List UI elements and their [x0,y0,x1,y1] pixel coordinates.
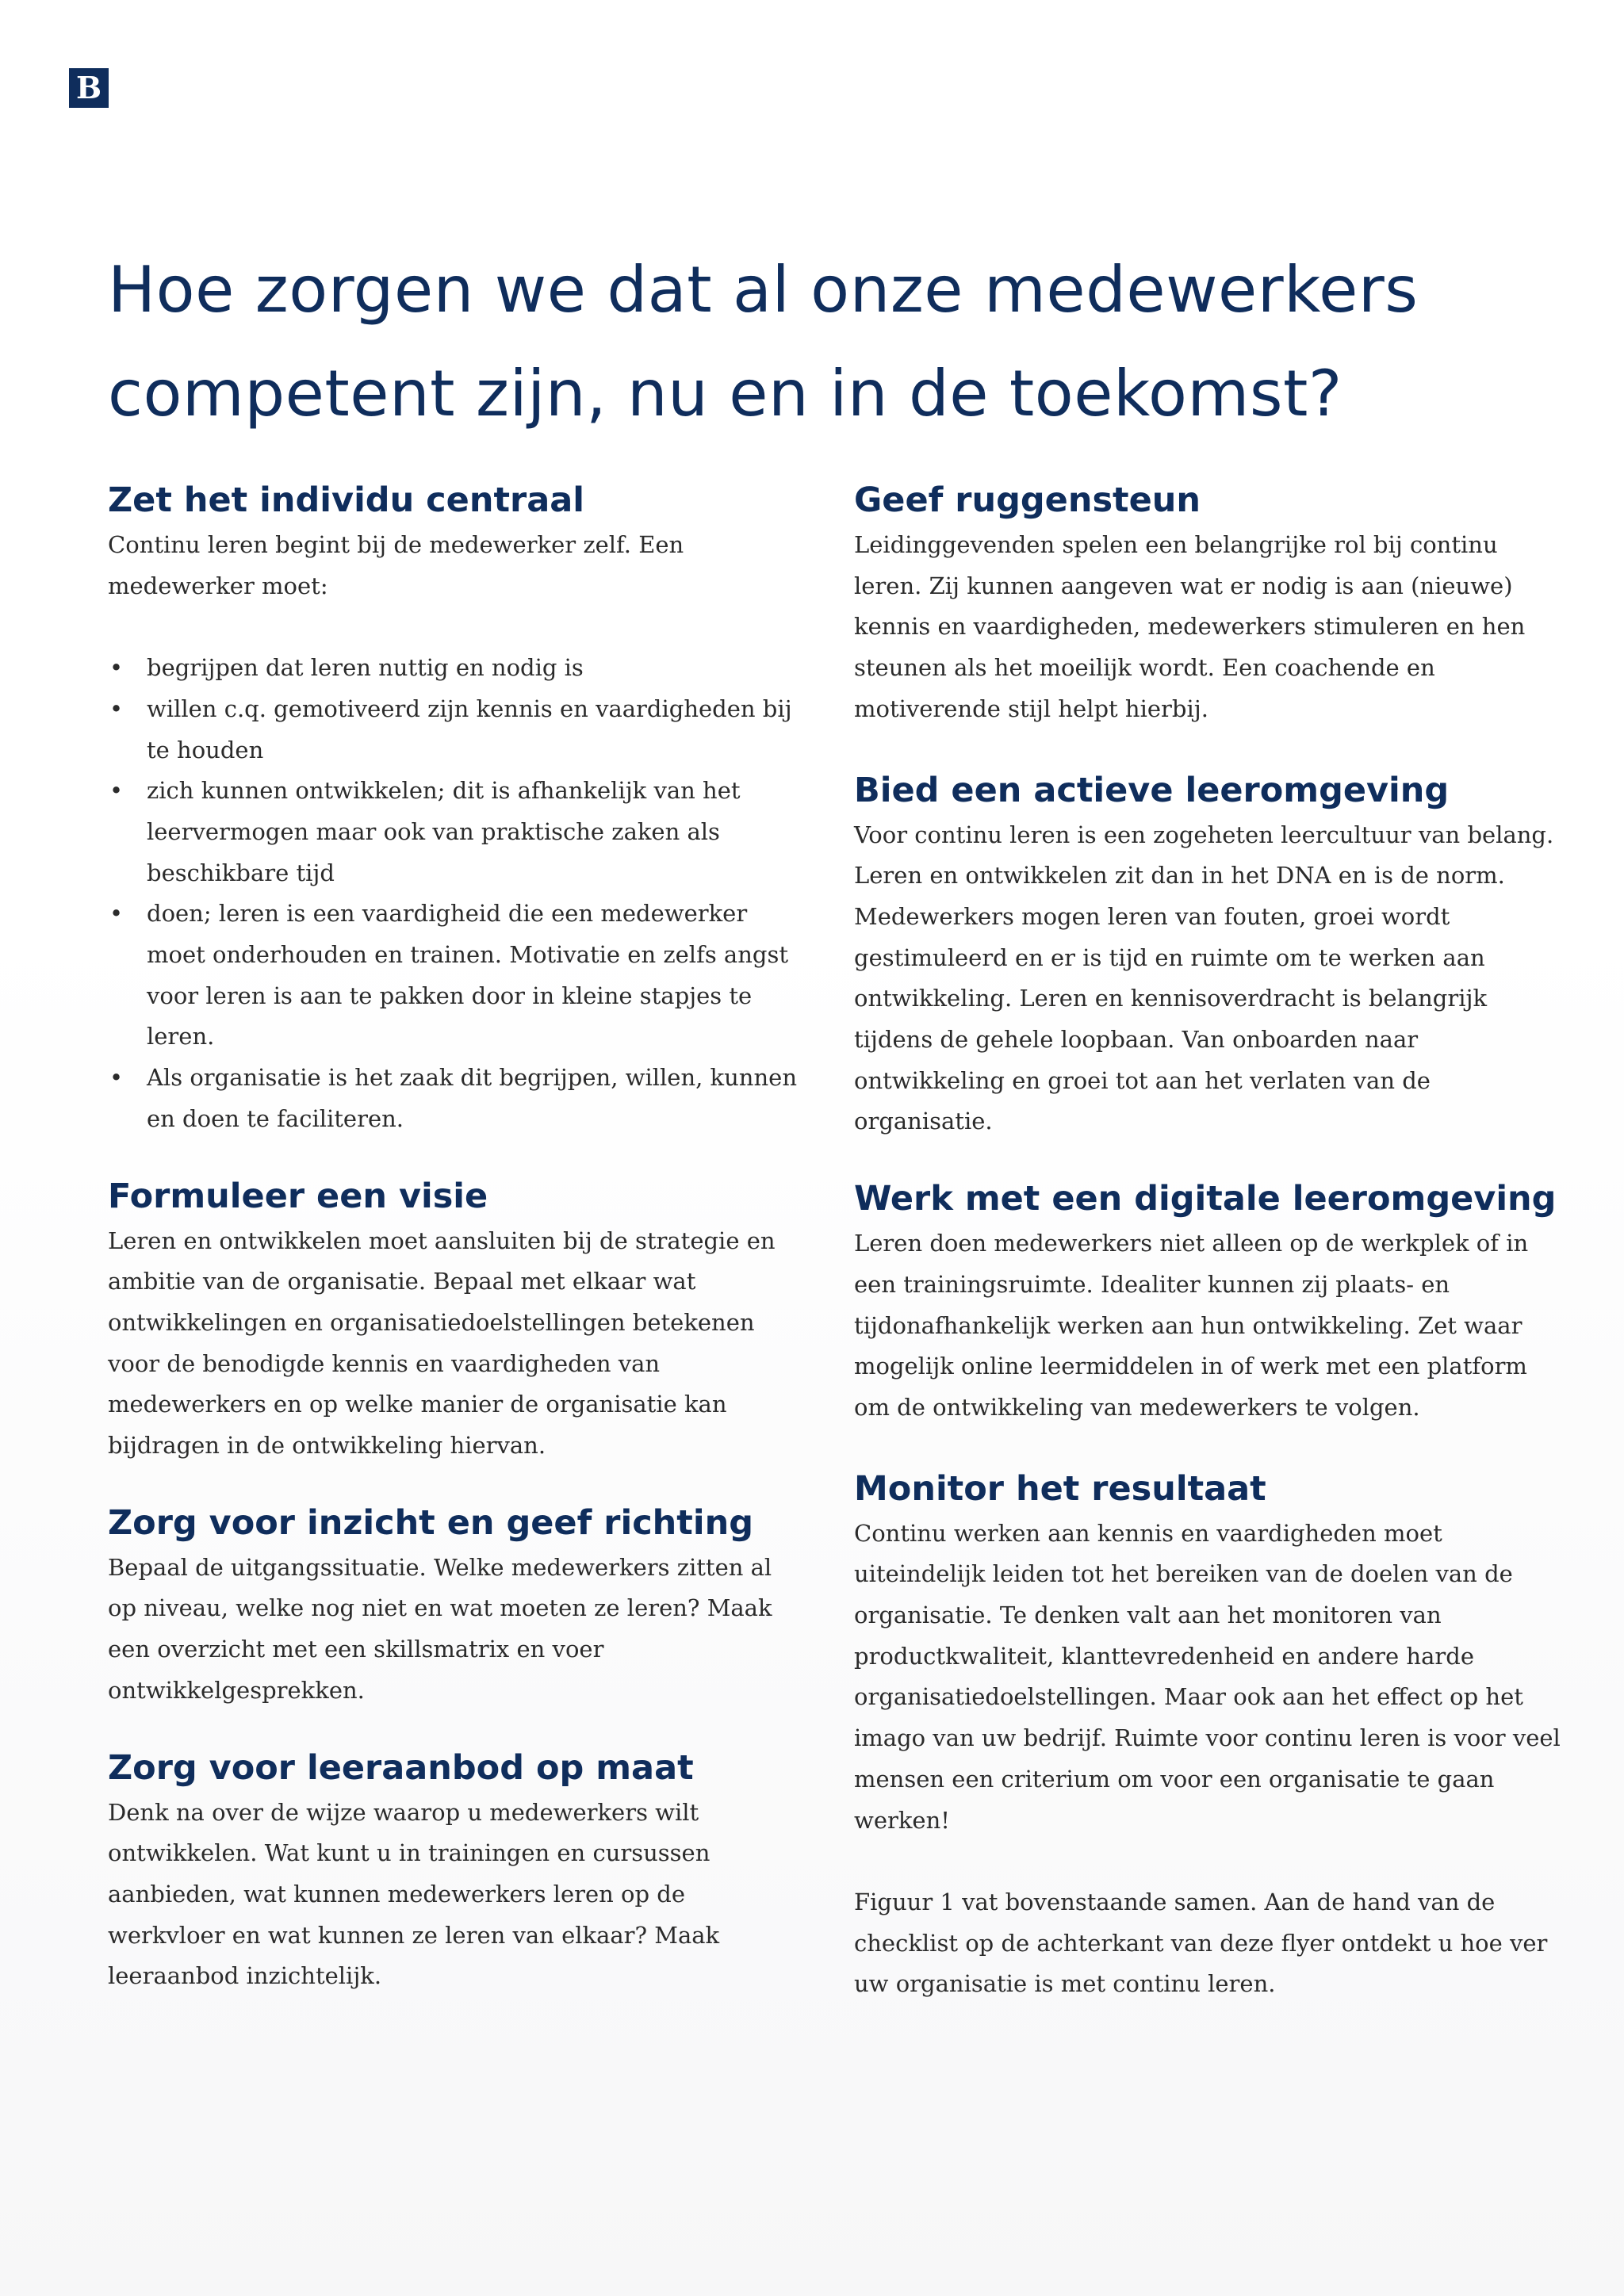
bullet-icon: • [109,695,124,722]
section-heading: Formuleer een visie [108,1176,488,1216]
section-heading: Werk met een digitale leeromgeving [854,1179,1557,1219]
spacer [108,607,806,648]
bullet-list [108,648,806,1139]
list-item-text: willen c.q. gemotiveerd zijn kennis en vaardigheden bij te houden [147,695,792,763]
section-heading: Zet het individu centraal [108,480,584,520]
list-item-text: zich kunnen ontwikkelen; dit is afhankelijk van het leervermogen maar ook van praktische zaken als beschikbare tijd [147,777,741,886]
right-column [854,476,1568,2005]
list-item [108,771,806,894]
section-individu [108,476,806,1140]
bullet-icon: • [109,654,124,682]
bullet-icon: • [109,900,124,928]
section-ruggensteun [854,476,1568,730]
section-body: Denk na over de wijze waarop u medewerkers wilt ontwikkelen. Wat kunt u in trainingen en cursussen aanbieden, wat kunnen medewerkers leren op de werkvloer en wat kunnen ze leren van elkaar? Maak leeraanbod inzichtelijk. [108,1798,720,1990]
list-item-text: begrijpen dat leren nuttig en nodig is [147,654,584,682]
left-column [108,476,806,1997]
section-leeraanbod [108,1743,806,1998]
section-visie [108,1172,806,1467]
section-heading: Monitor het resultaat [854,1468,1266,1509]
brand-logo: B [69,68,109,108]
section-intro: Continu leren begint bij de medewerker zelf. Een medewerker moet: [108,531,684,599]
spacer [854,1841,1568,1882]
section-digitale-leeromgeving [854,1174,1568,1429]
section-body: Leren en ontwikkelen moet aansluiten bij de strategie en ambitie van de organisatie. Bepaal met elkaar wat ontwikkelingen en organisatiedoelstellingen betekenen voor de benodigde kennis en vaardigheden van medewerkers en op welke manier de organisatie kan bijdragen in de ontwikkeling hiervan. [108,1226,776,1460]
list-item-text: Als organisatie is het zaak dit begrijpen, willen, kunnen en doen te faciliteren. [147,1064,798,1132]
section-closing: Figuur 1 vat bovenstaande samen. Aan de hand van de checklist op de achterkant van deze flyer ontdekt u hoe ver uw organisatie is met continu leren. [854,1888,1548,1998]
section-heading: Zorg voor leeraanbod op maat [108,1747,694,1788]
list-item [108,689,806,771]
list-item [108,648,806,689]
section-heading: Bied een actieve leeromgeving [854,770,1450,810]
section-inzicht [108,1498,806,1712]
list-item-text: doen; leren is een vaardigheid die een medewerker moet onderhouden en trainen. Motivatie en zelfs angst voor leren is aan te pakken door in kleine stapjes te leren. [147,900,788,1050]
section-body: Bepaal de uitgangssituatie. Welke medewerkers zitten al op niveau, welke nog niet en wat moeten ze leren? Maak een overzicht met een skillsmatrix en voer ontwikkelgesprekken. [108,1553,772,1704]
section-heading: Geef ruggensteun [854,480,1201,520]
section-body: Voor continu leren is een zogeheten leercultuur van belang. Leren en ontwikkelen zit dan in het DNA en is de norm. Medewerkers mogen leren van fouten, groei wordt gestimuleerd en er is tijd en ruimte om te werken aan ontwikkeling. Leren en kennisoverdracht is belangrijk tijdens de gehele loopbaan. Van onboarden naar ontwikkeling en groei tot aan het verlaten van de organisatie. [854,821,1554,1135]
section-monitor [854,1464,1568,2005]
section-body: Leidinggevenden spelen een belangrijke rol bij continu leren. Zij kunnen aangeven wat er nodig is aan (nieuwe) kennis en vaardigheden, medewerkers stimuleren en hen steunen als het moeilijk wordt. Een coachende en motiverende stijl helpt hierbij. [854,531,1526,722]
list-item [108,1058,806,1139]
section-body: Leren doen medewerkers niet alleen op de werkplek of in een trainingsruimte. Idealiter kunnen zij plaats- en tijdonafhankelijk werken aan hun ontwikkeling. Zet waar mogelijk online leermiddelen in of werk met een platform om de ontwikkeling van medewerkers te volgen. [854,1230,1529,1421]
section-leeromgeving [854,766,1568,1143]
page-title: Hoe zorgen we dat al onze medewerkers competent zijn, nu en in de toekomst? [108,253,1419,430]
bullet-icon: • [109,1064,124,1092]
bullet-icon: • [109,777,124,805]
section-heading: Zorg voor inzicht en geef richting [108,1502,753,1543]
list-item [108,894,806,1058]
section-body: Continu werken aan kennis en vaardigheden moet uiteindelijk leiden tot het bereiken van de doelen van de organisatie. Te denken valt aan het monitoren van productkwaliteit, klanttevredenheid en andere harde organisatiedoelstellingen. Maar ook aan het effect op het imago van uw bedrijf. Ruimte voor continu leren is voor veel mensen een criterium om voor een organisatie te gaan werken! [854,1519,1561,1834]
